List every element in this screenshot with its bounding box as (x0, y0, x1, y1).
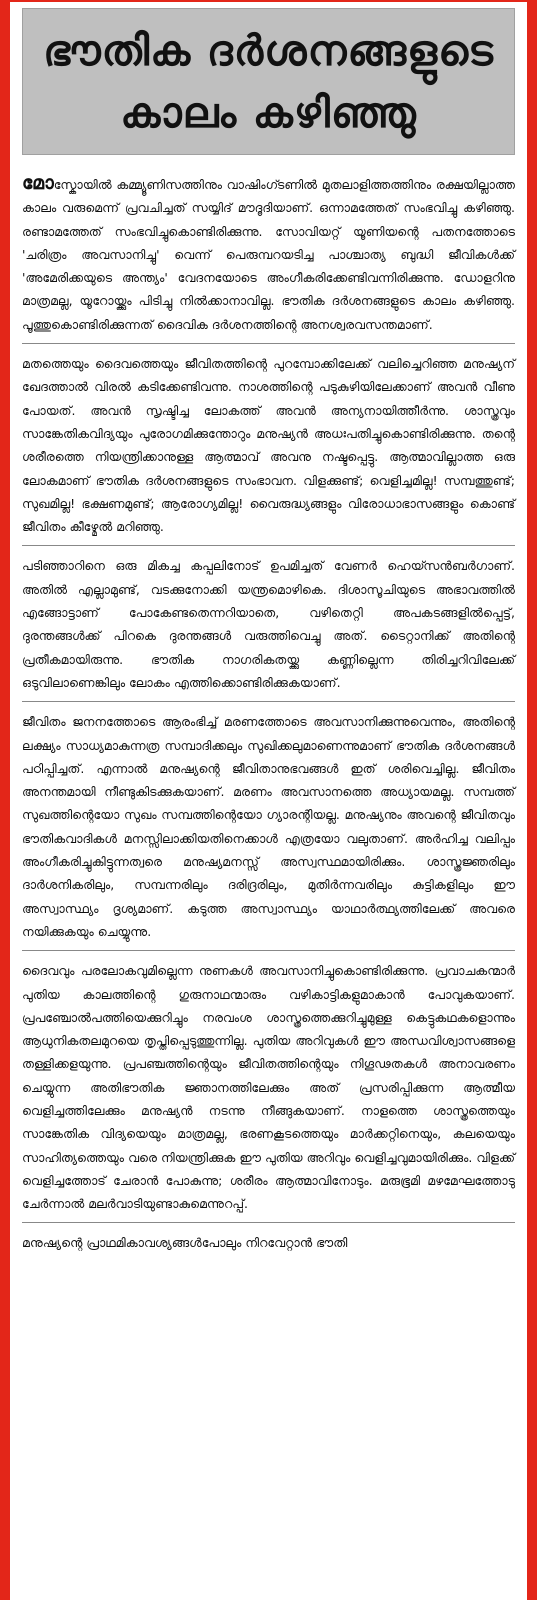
headline-box (22, 8, 515, 155)
paragraph-divider (22, 343, 515, 344)
paragraph-divider (22, 545, 515, 546)
paragraph-2: മതത്തെയും ദൈവത്തെയും ജീവിതത്തിന്റെ പുറമ്പോക്കിലേക്ക് വലിച്ചെറിഞ്ഞ മനുഷ്യന് ഖേദത്താൽ വിരൽ കടിക്കേണ്ടിവന്നു. നാശത്തിന്റെ പടുകുഴിയിലേക്കാണ് അവൻ വീണു പോയത്. അവൻ സൃഷ്ടിച്ച ലോകത്ത് അവൻ അന്യനായിത്തീർന്നു. ശാസ്ത്രവും സാങ്കേതികവിദ്യയും പുരോഗമിക്കുന്തോറും മനുഷ്യൻ അധഃപതിച്ചുകൊണ്ടിരിക്കുന്നു. തന്റെ ശരീരത്തെ നിയന്ത്രിക്കാനുള്ള ആത്മാവ് അവനു നഷ്ടപ്പെട്ടു. ആത്മാവില്ലാത്ത ഒരു ലോകമാണ് ഭൗതിക ദർശനങ്ങളുടെ സംഭാവന. വിളക്കുണ്ട്; വെളിച്ചമില്ല! സമ്പത്തുണ്ട്; സുഖമില്ല! ഭക്ഷണമുണ്ട്; ആരോഗ്യമില്ല! വൈരുദ്ധ്യങ്ങളും വിരോധാഭാസങ്ങളും കൊണ്ട് ജീവിതം കീഴ്മേൽ മറിഞ്ഞു. (22, 356, 515, 535)
paragraph-4: ജീവിതം ജനനത്തോടെ ആരംഭിച്ച് മരണത്തോടെ അവസാനിക്കുന്നുവെന്നും, അതിന്റെ ലക്ഷ്യം സാധ്യമാകുന്നത്ര സമ്പാദിക്കലും സുഖിക്കലുമാണെന്നുമാണ് ഭൗതിക ദർശനങ്ങൾ പഠിപ്പിച്ചത്. എന്നാൽ മനുഷ്യന്റെ ജീവിതാനുഭവങ്ങൾ ഇത് ശരിവെച്ചില്ല. ജീവിതം അനന്തമായി നീണ്ടുകിടക്കുകയാണ്. മരണം അവസാനത്തെ അധ്യായമല്ല. സമ്പത്ത് സുഖത്തിന്റെയോ സുഖം സമ്പത്തിന്റെയോ ഗ്യാരന്റിയല്ല. മനുഷ്യനും അവന്റെ ജീവിതവും ഭൗതികവാദികൾ മനസ്സിലാക്കിയതിനെക്കാൾ എത്രയോ വലുതാണ്. അർഹിച്ച വലിപ്പം അംഗീകരിച്ചുകിട്ടുന്നത്വരെ മനുഷ്യമനസ്സ് അസ്വസ്ഥമായിരിക്കും. ശാസ്ത്രജ്ഞരിലും ദാർശനികരിലും, സമ്പന്നരിലും ദരിദ്രരിലും, മുതിർന്നവരിലും കുട്ടികളിലും ഈ അസ്വാസ്ഥ്യം ദൃശ്യമാണ്. കടുത്ത അസ്വാസ്ഥ്യം യാഥാർത്ഥ്യത്തിലേക്ക് അവരെ നയിക്കുകയും ചെയ്യുന്നു. (22, 714, 515, 939)
paragraph-6: മനുഷ്യന്റെ പ്രാഥമികാവശ്യങ്ങൾപോലും നിറവേറ്റാൻ ഭൗതി (22, 1235, 348, 1251)
paragraph-1 (22, 172, 515, 336)
headline-line-1: ഭൗതിക ദർശനങ്ങളുടെ (43, 25, 494, 75)
paragraph-divider (22, 1222, 515, 1223)
paragraph-5: ദൈവവും പരലോകവുമില്ലെന്ന നുണകൾ അവസാനിച്ചുകൊണ്ടിരിക്കുന്നു. പ്രവാചകന്മാർ പുതിയ കാലത്തിന്റെ ഗുരുനാഥന്മാരും വഴികാട്ടികളുമാകാൻ പോവുകയാണ്. പ്രപഞ്ചോൽപത്തിയെക്കുറിച്ചും നരവംശ ശാസ്ത്രത്തെക്കുറിച്ചുമുള്ള കെട്ടുകഥകളൊന്നും ആധുനികതലമുറയെ തൃപ്തിപ്പെടുത്തുന്നില്ല. പുതിയ അറിവുകൾ ഈ അന്ധവിശ്വാസങ്ങളെ തള്ളിക്കളയുന്നു. പ്രപഞ്ചത്തിന്റെയും ജീവിതത്തിന്റെയും നിഗൂഢതകൾ അനാവരണം ചെയ്യുന്ന അതിഭൗതിക ജ്ഞാനത്തിലേക്കും അത് പ്രസരിപ്പിക്കുന്ന ആത്മീയ വെളിച്ചത്തിലേക്കും മനുഷ്യൻ നടന്നു നീങ്ങുകയാണ്. നാളത്തെ ശാസ്ത്രത്തെയും സാങ്കേതിക വിദ്യയെയും മാത്രമല്ല, ഭരണകൂടത്തെയും മാർക്കറ്റിനെയും, കലയെയും സാഹിത്യത്തെയും വരെ നിയന്ത്രിക്കുക ഈ പുതിയ അറിവും വെളിച്ചവുമായിരിക്കും. വിളക്ക് വെളിച്ചത്തോട് ചേരാൻ പോകുന്നു; ശരീരം ആത്മാവിനോടും. മരുഭൂമി മഴമേഘത്തോടു ചേർന്നാൽ മലർവാടിയുണ്ടാകുമെന്നുറപ്പ്. (22, 963, 515, 1212)
headline-line-2: കാലം കഴിഞ്ഞു (120, 87, 417, 137)
article-body (22, 172, 515, 1255)
paragraph-divider (22, 701, 515, 702)
paragraph-1-text: സ്കോയിൽ കമ്മ്യൂണിസത്തിനും വാഷിംഗ്ടണിൽ മുതലാളിത്തത്തിനും രക്ഷയില്ലാത്ത കാലം വരുമെന്ന് പ്രവചിച്ചത് സയ്യിദ് മൗദൂദിയാണ്. ഒന്നാമത്തേത് സംഭവിച്ചു കഴിഞ്ഞു. രണ്ടാമത്തേത് സംഭവിച്ചുകൊണ്ടിരിക്കുന്നു. സോവിയറ്റ് യൂണിയന്റെ പതനത്തോടെ 'ചരിത്രം അവസാനിച്ചു' വെന്ന് പെരുമ്പറയടിച്ച പാശ്ചാത്യ ബുദ്ധി ജീവികൾക്ക് 'അമേരിക്കയുടെ അന്ത്യം' വേദനയോടെ അംഗീകരിക്കേണ്ടിവന്നിരിക്കുന്നു. ഡോളറിനു മാത്രമല്ല, യൂറോയ്ക്കും പിടിച്ചു നിൽക്കാനാവില്ല. ഭൗതിക ദർശനങ്ങളുടെ കാലം കഴിഞ്ഞു. പൂത്തുകൊണ്ടിരിക്കുന്നത് ദൈവിക ദർശനത്തിന്റെ അനശ്വരവസന്തമാണ്. (22, 177, 515, 332)
paragraph-3: പടിഞ്ഞാറിനെ ഒരു മികച്ച കപ്പലിനോട് ഉപമിച്ചത് വേണർ ഹെയ്സൻബർഗാണ്. അതിൽ എല്ലാമുണ്ട്, വടക്കുനോക്കി യന്ത്രമൊഴികെ. ദിശാസൂചിയുടെ അഭാവത്തിൽ എങ്ങോട്ടാണ് പോകേണ്ടതെന്നറിയാതെ, വഴിതെറ്റി അപകടങ്ങളിൽപ്പെട്ട്, ദുരന്തങ്ങൾക്ക് പിറകെ ദുരന്തങ്ങൾ വരുത്തിവെച്ചു അത്. ടൈറ്റാനിക്ക് അതിന്റെ പ്രതീകമായിരുന്നു. ഭൗതിക നാഗരികതയ്ക്കു കണ്ണില്ലെന്ന തിരിച്ചറിവിലേക്ക് ഒടുവിലാണെങ്കിലും ലോകം എത്തിക്കൊണ്ടിരിക്കുകയാണ്. (22, 558, 515, 690)
lead-word: മോ (22, 172, 54, 194)
paragraph-divider (22, 950, 515, 951)
